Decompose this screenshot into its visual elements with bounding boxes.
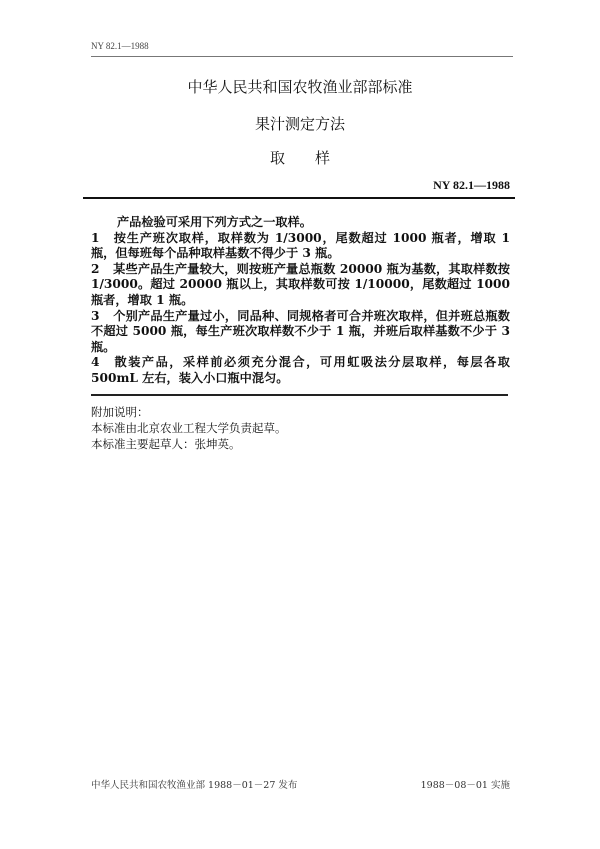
body-end-rule [91, 394, 508, 396]
clause-number: 2 [91, 261, 100, 276]
clause-text: 散装产品，采样前必须充分混合，可用虹吸法分层取样，每层各取 500mL 左右，装入小口瓶中混匀。 [91, 355, 510, 385]
clause-2 [91, 262, 510, 309]
title-divider [83, 197, 515, 199]
notes-heading: 附加说明： [91, 405, 149, 419]
effective-date: 1988－08－01 实施 [420, 780, 510, 791]
topic-title: 取样 [269, 149, 360, 167]
notes-line: 本标准由北京农业工程大学负责起草。 [91, 421, 287, 435]
clause-number: 1 [91, 230, 100, 245]
subject-title: 果汁测定方法 [254, 115, 345, 133]
clause-number: 3 [91, 308, 100, 323]
header-divider [91, 56, 513, 57]
standard-code: NY 82.1—1988 [433, 178, 510, 192]
header-code: NY 82.1—1988 [91, 41, 149, 51]
issuer-title: 中华人民共和国农牧渔业部部标准 [187, 78, 413, 96]
issue-date: 中华人民共和国农牧渔业部 1988－01－27 发布 [91, 780, 298, 791]
clause-text: 某些产品生产量较大，则按班产量总瓶数 20000 瓶为基数，其取样数按 1/3000。超过 20000 瓶以上，其取样数可按 1/10000，尾数超过 1000 瓶者，增取 1 瓶。 [91, 261, 510, 307]
document-body [91, 215, 510, 387]
notes-line: 本标准主要起草人：张坤英。 [91, 437, 241, 451]
clause-3 [91, 309, 510, 356]
clause-number: 4 [91, 355, 100, 370]
clause-1 [91, 231, 510, 262]
additional-notes [91, 404, 287, 452]
intro-paragraph: 产品检验可采用下列方式之一取样。 [117, 215, 312, 229]
clause-text: 个别产品生产量过小，同品种、同规格者可合并班次取样，但并班总瓶数不超过 5000 瓶，每生产班次取样数不少于 1 瓶，并班后取样基数不少于 3 瓶。 [91, 308, 510, 354]
clause-4 [91, 355, 510, 386]
clause-text: 按生产班次取样，取样数为 1/3000，尾数超过 1000 瓶者，增取 1 瓶，但每班每个品种取样基数不得少于 3 瓶。 [91, 230, 510, 261]
